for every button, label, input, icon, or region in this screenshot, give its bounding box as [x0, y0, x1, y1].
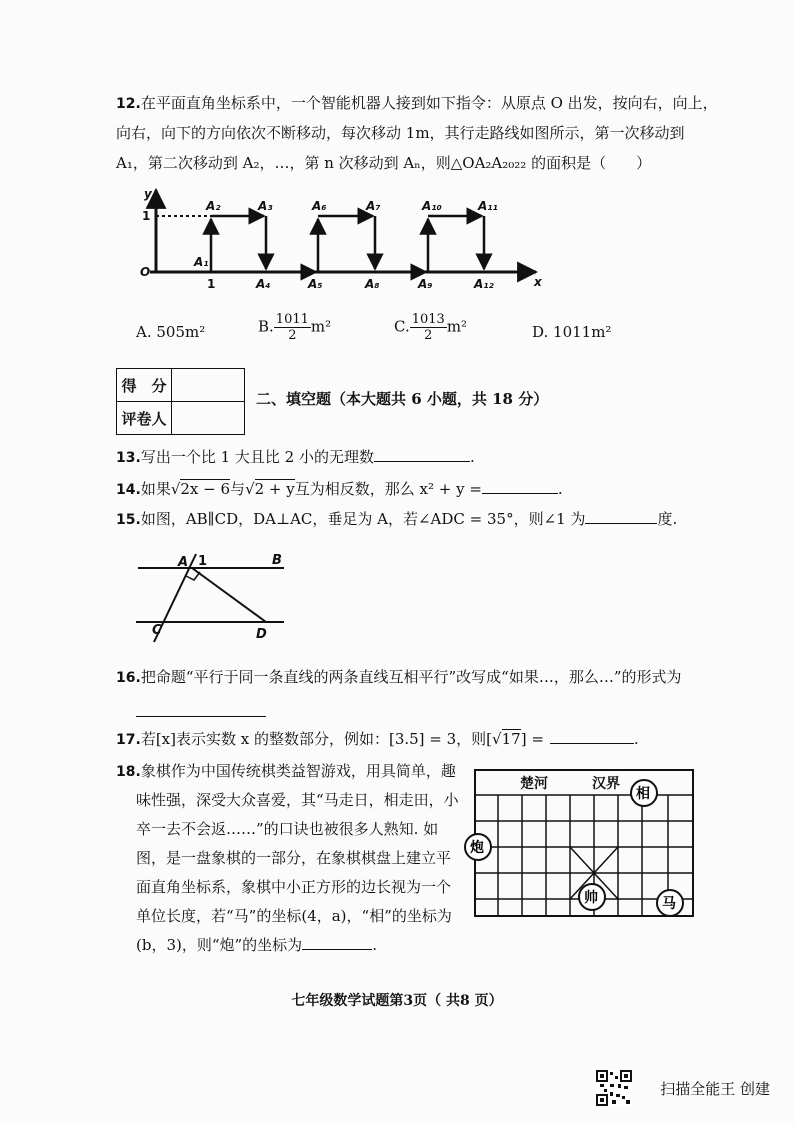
q12-option-a: A. 505m²	[136, 323, 206, 341]
q18-line3: 卒一去不会返……”的口诀也被很多人熟知. 如	[136, 820, 439, 838]
q17-answer-blank[interactable]	[550, 729, 634, 744]
label-a9: A₉	[418, 277, 433, 291]
q18-line4: 图，是一盘象棋的一部分，在象棋棋盘上建立平	[136, 849, 452, 867]
score-label: 得 分	[117, 369, 172, 402]
label-c: C	[152, 623, 162, 638]
grader-label: 评卷人	[117, 402, 172, 435]
q14: 14.如果√2x − 6与√2 + y互为相反数，那么 x² + y = .	[116, 480, 563, 498]
label-b: B	[272, 553, 282, 568]
label-a11: A₁₁	[478, 199, 498, 213]
q18-line7: (b，3)，则“炮”的坐标为 .	[136, 936, 377, 954]
page-footer: 七年级数学试题第3页（ 共8 页）	[291, 993, 503, 1009]
label-a5: A₅	[308, 277, 323, 291]
y-label: y	[144, 187, 152, 201]
label-a6: A₆	[312, 199, 327, 213]
q12-line1	[116, 88, 718, 119]
svg-text:马: 马	[662, 896, 676, 912]
q12-number: 12.	[116, 96, 141, 112]
grader-value-cell	[172, 402, 245, 435]
river-right-text: 汉界	[592, 776, 620, 792]
q16-answer-blank[interactable]	[136, 702, 266, 717]
label-a8: A₈	[365, 277, 380, 291]
q12-text-line1: 在平面直角坐标系中，一个智能机器人接到如下指令：从原点 O 出发，按向右，向上，	[140, 94, 718, 112]
label-a: A	[178, 555, 189, 570]
section-title: 二、填空题（本大题共 6 小题，共 18 分）	[256, 390, 549, 408]
label-a1: A₁	[194, 255, 209, 269]
label-a2: A₂	[206, 199, 221, 213]
piece-pao	[465, 834, 491, 860]
score-box	[116, 368, 245, 435]
robot-path	[211, 216, 484, 272]
river-left-text: 楚河	[520, 776, 548, 792]
q12-path-figure	[136, 186, 556, 298]
piece-ma	[657, 890, 683, 916]
score-value-cell	[172, 369, 245, 402]
label-a4: A₄	[256, 277, 271, 291]
label-a10: A₁₀	[422, 199, 442, 213]
q12-option-d: D. 1011m²	[532, 323, 612, 341]
piece-shuai	[579, 884, 605, 910]
label-angle1: 1	[198, 554, 208, 569]
q13-answer-blank[interactable]	[374, 447, 470, 462]
q18-line1: 18.象棋作为中国传统棋类益智游戏，用具简单，趣	[116, 762, 456, 780]
chess-board	[470, 769, 696, 919]
q15: 15.如图，AB∥CD，DA⊥AC，垂足为 A，若∠ADC = 35°，则∠1 为 度.	[116, 510, 678, 528]
y-one: 1	[142, 209, 151, 223]
q17: 17.若[x]表示实数 x 的整数部分，例如：[3.5] = 3，则[√17] = .	[116, 730, 639, 748]
q16: 16.把命题“平行于同一条直线的两条直线互相平行”改写成“如果…，那么…”的形式为	[116, 668, 682, 686]
piece-xiang	[631, 780, 657, 806]
origin-label: O	[140, 265, 151, 279]
label-a12: A₁₂	[474, 277, 494, 291]
q13: 13.写出一个比 1 大且比 2 小的无理数 .	[116, 448, 475, 466]
q18-line6: 单位长度，若“马”的坐标(4，a)，“相”的坐标为	[136, 907, 452, 925]
q18-line5: 面直角坐标系，象棋中小正方形的边长视为一个	[136, 878, 452, 896]
svg-text:帅: 帅	[584, 890, 598, 906]
label-d: D	[256, 627, 267, 642]
q14-answer-blank[interactable]	[482, 479, 558, 494]
q12-option-b: B. $\frac{1011}{2}$ m²	[258, 312, 332, 343]
label-a7: A₇	[366, 199, 381, 213]
q12-line2: 向右，向下的方向依次不断移动，每次移动 1m，其行走路线如图所示，第一次移动到	[116, 124, 685, 142]
x-label: x	[534, 275, 542, 289]
q15-figure	[134, 552, 300, 646]
q12-line3: A₁，第二次移动到 A₂，…，第 n 次移动到 Aₙ，则△OA₂A₂₀₂₂ 的面积是（ ）	[116, 154, 652, 172]
label-a3: A₃	[258, 199, 273, 213]
q12-option-c: C. $\frac{1013}{2}$ m²	[394, 312, 468, 343]
q18-line2: 味性强，深受大众喜爱，其“马走日，相走田，小	[136, 791, 459, 809]
qr-code-icon	[596, 1070, 632, 1106]
q18-answer-blank[interactable]	[302, 935, 372, 950]
x-one: 1	[207, 277, 216, 291]
scanner-brand: 扫描全能王 创建	[660, 1080, 770, 1098]
segment-ad	[192, 568, 266, 622]
svg-text:炮: 炮	[470, 840, 484, 856]
q15-answer-blank[interactable]	[585, 509, 657, 524]
svg-text:相: 相	[636, 786, 650, 802]
